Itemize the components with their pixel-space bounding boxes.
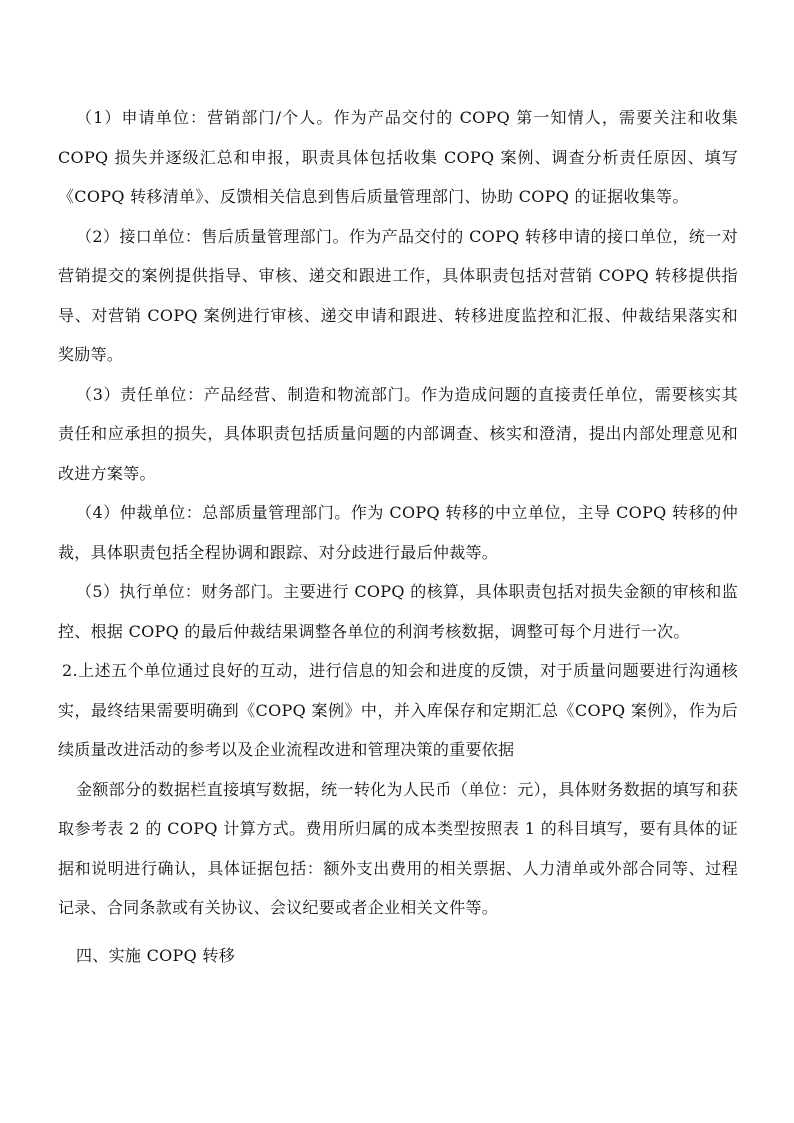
document-body	[58, 98, 738, 975]
paragraph-execution-unit: （5）执行单位：财务部门。主要进行 COPQ 的核算，具体职责包括对损失金额的审核和监控、根据 COPQ 的最后仲裁结果调整各单位的利润考核数据，调整可每个月进行一次。	[58, 582, 738, 641]
paragraph-responsible-unit: （3）责任单位：产品经营、制造和物流部门。作为造成问题的直接责任单位，需要核实其责任和应承担的损失，具体职责包括质量问题的内部调查、核实和澄清，提出内部处理意见和改进方案等。	[58, 384, 738, 483]
paragraph-interface-unit: （2）接口单位：售后质量管理部门。作为产品交付的 COPQ 转移申请的接口单位，统一对营销提交的案例提供指导、审核、递交和跟进工作，具体职责包括对营销 COPQ 转移提供指导、对营销 COPQ 案例进行审核、递交申请和跟进、转移进度监控和汇报、仲裁结果落实和奖励等。	[58, 226, 738, 364]
paragraph-applicant-unit: （1）申请单位：营销部门/个人。作为产品交付的 COPQ 第一知情人，需要关注和收集 COPQ 损失并逐级汇总和申报，职责具体包括收集 COPQ 案例、调查分析责任原因、填写《COPQ 转移清单》、反馈相关信息到售后质量管理部门、协助 COPQ 的证据收集等。	[58, 108, 738, 206]
paragraph-arbitration-unit: （4）仲裁单位：总部质量管理部门。作为 COPQ 转移的中立单位，主导 COPQ 转移的仲裁，具体职责包括全程协调和跟踪、对分歧进行最后仲裁等。	[58, 503, 738, 562]
paragraph-amount-filling: 金额部分的数据栏直接填写数据，统一转化为人民币（单位：元），具体财务数据的填写和获取参考表 2 的 COPQ 计算方式。费用所归属的成本类型按照表 1 的科目填写，要有具体的证据和说明进行确认，具体证据包括：额外支出费用的相关票据、人力清单或外部合同等、过程记录、合同条款或有关协议、会议纪要或者企业相关文件等。	[58, 779, 738, 917]
section-heading: 四、实施 COPQ 转移	[76, 945, 236, 965]
paragraph-interaction-summary: 2.上述五个单位通过良好的互动，进行信息的知会和进度的反馈，对于质量问题要进行沟通核实，最终结果需要明确到《COPQ 案例》中，并入库保存和定期汇总《COPQ 案例》，作为后续质量改进活动的参考以及企业流程改进和管理决策的重要依据	[58, 661, 738, 759]
